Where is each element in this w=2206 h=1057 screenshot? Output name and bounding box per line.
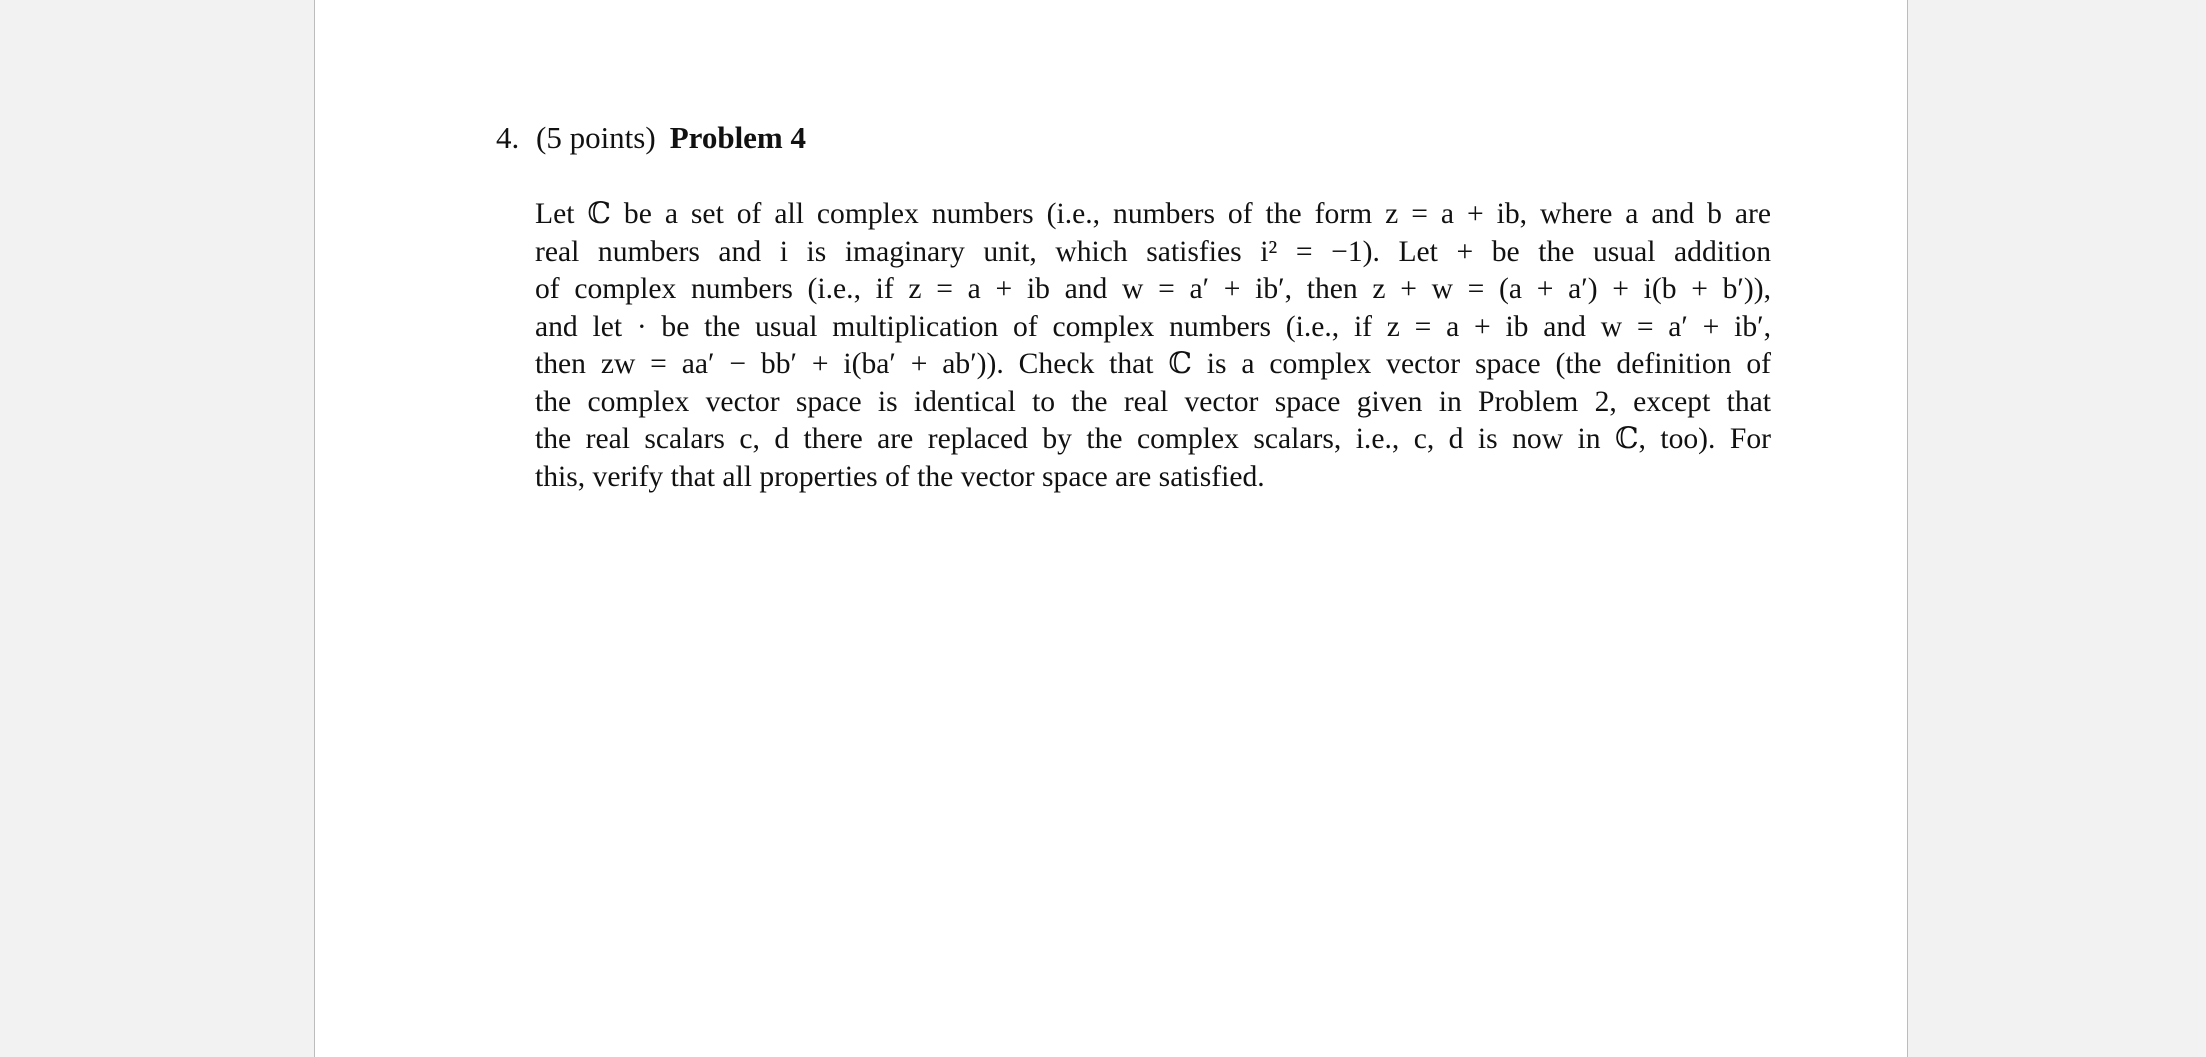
problem-title: Problem 4: [669, 120, 807, 155]
statement-line: and let · be the usual multiplication of complex numbers (i.e., if z = a + ib and w = a′ + ib′,: [535, 310, 1771, 343]
statement-line: real numbers and i is imaginary unit, which satisfies i² = −1). Let + be the usual addition: [535, 235, 1771, 268]
statement-line: of complex numbers (i.e., if z = a + ib and w = a′ + ib′, then z + w = (a + a′) + i(b + b′)),: [535, 273, 1771, 305]
statement-line: the real scalars c, d there are replaced by the complex scalars, i.e., c, d is now in ℂ, too). For: [535, 423, 1771, 455]
document-page: [314, 0, 1908, 1057]
problem-number: 4.: [496, 120, 520, 155]
problem-points: (5 points): [536, 120, 656, 155]
statement-line: this, verify that all properties of the vector space are satisfied.: [535, 460, 1265, 493]
statement-line: then zw = aa′ − bb′ + i(ba′ + ab′)). Check that ℂ is a complex vector space (the definition of: [535, 348, 1771, 380]
statement-line: Let ℂ be a set of all complex numbers (i.e., numbers of the form z = a + ib, where a and b are: [535, 198, 1771, 230]
problem-heading: [496, 118, 806, 158]
statement-line: the complex vector space is identical to the real vector space given in Problem 2, except that: [535, 385, 1771, 418]
problem-statement: [535, 196, 1771, 496]
